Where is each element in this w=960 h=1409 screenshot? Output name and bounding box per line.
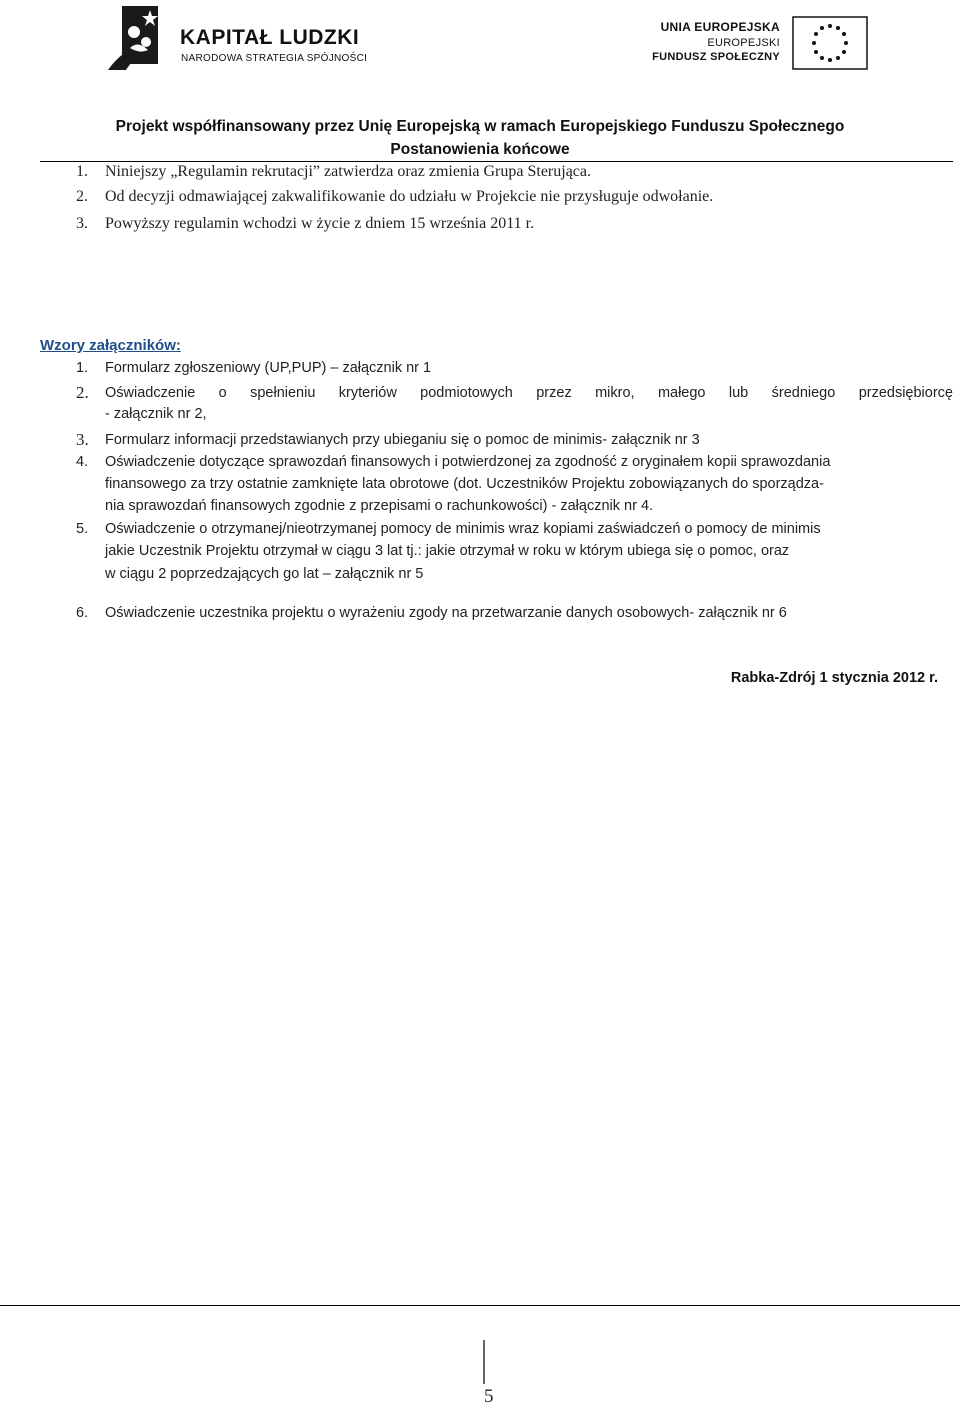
attachment-text-5-line-1: Oświadczenie o otrzymanej/nieotrzymanej pomocy de minimis wraz kopiami zaświadczeń o pomocy de minimis [105,521,821,537]
attachment-number-4: 4. [76,454,89,470]
cofinance-statement: Projekt współfinansowany przez Unię Europejską w ramach Europejskiego Funduszu Społecznego [115,118,845,135]
final-provisions-text-2: Od decyzji odmawiającej zakwalifikowanie do udziału w Projekcie nie przysługuje odwołanie. [105,188,714,205]
list-item-number: 1. [76,163,88,180]
final-provisions-item-2 [76,188,88,206]
final-provisions-item-1 [76,163,88,181]
attachment-number-5: 5. [76,521,89,537]
attachment-text-3: Formularz informacji przedstawianych przy ubieganiu się o pomoc de minimis- załącznik nr 3 [105,432,700,448]
header-divider [40,161,953,162]
attachment-text-6: Oświadczenie uczestnika projektu o wyrażeniu zgody na przetwarzanie danych osobowych- załącznik nr 6 [105,605,787,621]
attachment-text-2-line-1: Oświadczenie o spełnieniu kryteriów podmiotowych przez mikro, małego lub średniego przedsiębiorcę [105,385,953,401]
attachment-text-4-line-2: finansowego za trzy ostatnie zamknięte lata obrotowe (dot. Uczestników Projektu zobowiązanych do sporządza- [105,476,824,492]
kapital-ludzki-emblem-icon [108,4,170,70]
footer-divider [0,1305,960,1306]
attachment-number-3: 3. [76,430,89,449]
final-provisions-item-3 [76,215,88,233]
eu-subtitle-1: EUROPEJSKI [707,37,780,49]
attachment-text-4-line-1: Oświadczenie dotyczące sprawozdań finansowych i potwierdzonej za zgodność z oryginałem kopii sprawozdania [105,454,831,470]
kapital-ludzki-title: KAPITAŁ LUDZKI [180,26,360,49]
attachment-text-5-line-3: w ciągu 2 poprzedzających go lat – załącznik nr 5 [105,566,424,582]
attachment-text-1: Formularz zgłoszeniowy (UP,PUP) – załącznik nr 1 [105,360,432,376]
eu-flag-icon [792,16,868,70]
final-provisions-text-1: Niniejszy „Regulamin rekrutacji” zatwierdza oraz zmienia Grupa Sterująca. [105,163,591,180]
attachment-number-6: 6. [76,605,89,621]
list-item-number: 3. [76,215,88,232]
attachments-title: Wzory załączników: [40,337,181,354]
attachment-text-4-line-3: nia sprawozdań finansowych zgodnie z przepisami o rachunkowości) - załącznik nr 4. [105,498,654,514]
eu-subtitle-2: FUNDUSZ SPOŁECZNY [652,51,780,63]
page-number: 5 [484,1386,494,1407]
place-and-date: Rabka-Zdrój 1 stycznia 2012 r. [730,670,938,686]
attachment-number-2: 2. [76,383,89,402]
eu-logo [652,14,868,72]
kapital-ludzki-subtitle: NARODOWA STRATEGIA SPÓJNOŚCI [181,53,368,64]
section-heading: Postanowienia końcowe [390,141,570,158]
kapital-ludzki-logo [108,4,368,70]
eu-title: UNIA EUROPEJSKA [660,20,780,34]
attachment-number-1: 1. [76,360,89,376]
final-provisions-text-3: Powyższy regulamin wchodzi w życie z dniem 15 września 2011 r. [105,215,535,232]
footer-mark [483,1340,485,1384]
attachment-text-2-line-2: - załącznik nr 2, [105,406,207,422]
list-item-number: 2. [76,188,88,205]
attachment-text-5-line-2: jakie Uczestnik Projektu otrzymał w ciągu 3 lat tj.: jakie otrzymał w roku w którym ubiega się o pomoc, oraz [105,543,790,559]
